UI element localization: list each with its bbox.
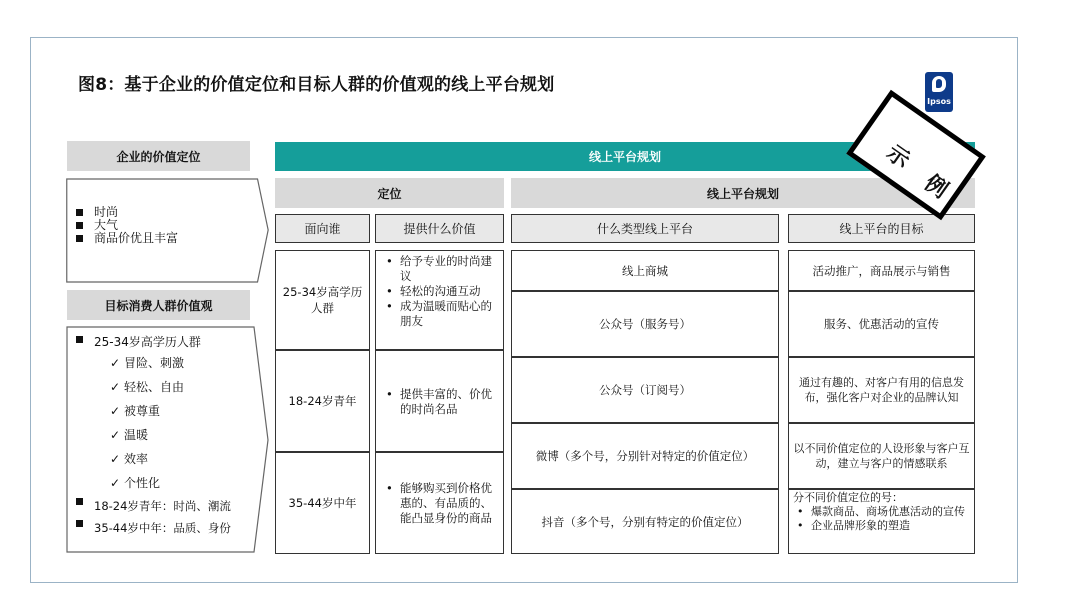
value-cell (375, 350, 504, 452)
target-group-2: 18-24岁青年：时尚、潮流 (72, 495, 262, 517)
value-position-header: 企业的价值定位 (67, 141, 250, 171)
goal-cell: 以不同价值定位的人设形象与客户互动，建立与客户的情感联系 (788, 423, 975, 489)
check-item: ✓ 效率 (72, 447, 262, 471)
platform-cell: 线上商城 (511, 250, 779, 291)
value-cell (375, 452, 504, 554)
positioning-header: 定位 (275, 178, 504, 208)
goal-bullet: • 爆款商品、商场优惠活动的宣传 (793, 505, 970, 519)
platform-cell: 微博（多个号，分别针对特定的价值定位） (511, 423, 779, 489)
platform-plan-header: 线上平台规划 (511, 178, 975, 208)
stamp-char: 例 (919, 170, 953, 204)
audience-cell: 25-34岁高学历人群 (275, 250, 370, 350)
goal-intro: 分不同价值定位的号： (793, 491, 903, 504)
goal-bullet: • 企业品牌形象的塑造 (793, 519, 970, 533)
check-item: ✓ 冒险、刺激 (72, 351, 262, 375)
goal-cell: 服务、优惠活动的宣传 (788, 291, 975, 357)
target-group-1: 25-34岁高学历人群 (72, 333, 262, 351)
platform-cell: 公众号（订阅号） (511, 357, 779, 423)
table-top-header: 线上平台规划 (275, 142, 975, 171)
target-values-list (72, 333, 262, 539)
platform-cell: 抖音（多个号，分别有特定的价值定位） (511, 489, 779, 554)
stamp-char: 示 (881, 140, 915, 174)
col-platform-type: 什么类型线上平台 (511, 214, 779, 243)
goal-cell (788, 489, 975, 554)
audience-cell: 35-44岁中年 (275, 452, 370, 554)
value-item: 商品价优且丰富 (72, 232, 252, 245)
target-group-3: 35-44岁中年：品质、身份 (72, 517, 262, 539)
value-bullet: • 轻松的沟通互动 (382, 284, 497, 299)
check-item: ✓ 轻松、自由 (72, 375, 262, 399)
target-values-header: 目标消费人群价值观 (67, 290, 250, 320)
goal-cell: 通过有趣的、对客户有用的信息发布，强化客户对企业的品牌认知 (788, 357, 975, 423)
value-bullet: • 能够购买到价格优惠的、有品质的、能凸显身份的商品 (382, 481, 497, 526)
check-item: ✓ 被尊重 (72, 399, 262, 423)
value-item: 大气 (72, 219, 252, 232)
platform-cell: 公众号（服务号） (511, 291, 779, 357)
check-item: ✓ 个性化 (72, 471, 262, 495)
value-position-list (72, 206, 252, 245)
value-bullet: • 成为温暖而贴心的朋友 (382, 299, 497, 329)
col-platform-goal: 线上平台的目标 (788, 214, 975, 243)
slide-title: 图8：基于企业的价值定位和目标人群的价值观的线上平台规划 (78, 75, 555, 95)
value-cell (375, 250, 504, 350)
audience-cell: 18-24岁青年 (275, 350, 370, 452)
value-bullet: • 提供丰富的、价优的时尚名品 (382, 387, 497, 417)
ipsos-logo (925, 72, 953, 112)
check-item: ✓ 温暖 (72, 423, 262, 447)
value-bullet: • 给予专业的时尚建议 (382, 254, 497, 284)
goal-cell: 活动推广，商品展示与销售 (788, 250, 975, 291)
logo-text: Ipsos (927, 97, 951, 106)
col-audience: 面向谁 (275, 214, 370, 243)
logo-icon (932, 76, 946, 92)
col-value: 提供什么价值 (375, 214, 504, 243)
value-item: 时尚 (72, 206, 252, 219)
